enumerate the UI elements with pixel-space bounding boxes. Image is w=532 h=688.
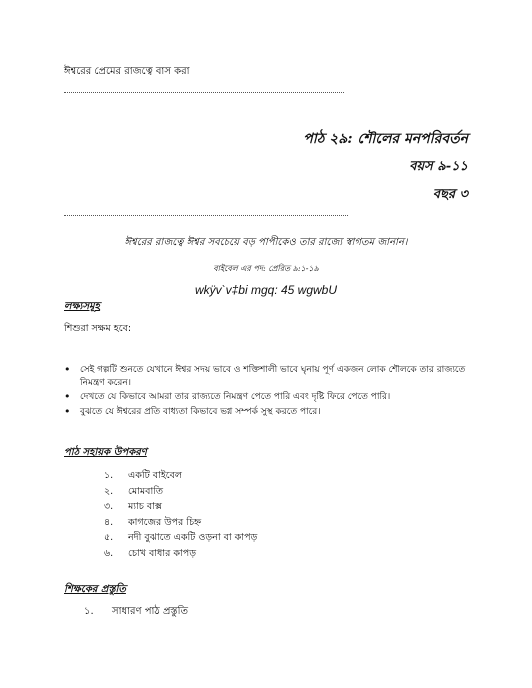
list-item [64,364,484,389]
preparation-heading: শিক্ষকের প্রস্তুতি [64,584,126,595]
item-number: ৬. [104,547,114,559]
lesson-duration-text: wkÿv`v‡bi mgq: 45 wgwbU [194,283,338,297]
preparation-list [84,604,188,621]
lesson-year: বছর ৩ [432,187,468,202]
list-item [84,606,188,617]
objective-text: দেখতে যে কিভাবে আমরা তার রাজ্যতে নিমন্ত্রণ পেতে পারি এবং দৃষ্টি ফিরে পেতে পারি। [80,392,391,402]
list-item [104,484,257,500]
material-text: একটি বাইবেল [128,470,182,481]
list-item [104,499,257,515]
item-number: ২. [104,485,114,497]
lesson-age: বয়স ৯-১১ [409,159,468,174]
list-item [64,406,484,419]
material-text: চোখ বাধার কাপড় [128,547,196,559]
objective-text: বুঝতে যে ঈশ্বরের প্রতি বাধ্যতা কিভাবে ভগ্ন সম্পর্ক সুস্থ করতে পারে। [80,406,321,417]
bible-verse-label: বাইবেল এর পদ: প্রেরিত ৯:১-১৯ [213,264,319,273]
dotted-divider-top [64,92,344,93]
material-text: কাগজের উপর চিহ্ন [128,516,202,528]
item-number: ১. [104,470,114,481]
list-item [64,391,484,404]
materials-list [104,468,257,562]
bullet-icon: • [64,404,71,418]
item-number: ৩. [104,501,114,513]
material-text: নদী বুঝাতে একটি ওড়না বা কাপড় [128,532,258,544]
materials-heading: পাঠ সহায়ক উপকরণ [64,447,147,458]
bullet-icon: • [64,363,71,376]
item-number: ১. [84,606,94,617]
item-number: ৫. [104,532,114,544]
material-text: ম্যাচ বাক্স [128,501,162,513]
objectives-intro: শিশুরা সক্ষম হবে: [64,323,132,334]
objectives-list [64,364,484,420]
list-item [104,546,257,562]
preparation-text: সাধারণ পাঠ প্রস্তুতি [112,606,188,617]
document-header-title: ঈশ্বরের প্রেমের রাজত্বে বাস করা [64,66,190,77]
material-text: মোমবাতি [128,485,164,497]
list-item [104,530,257,546]
bullet-icon: • [64,390,71,403]
item-number: ৪. [104,516,114,528]
dotted-divider-middle [64,215,348,216]
objectives-heading: লক্ষ্যসমূহ [64,301,100,312]
list-item [104,468,257,484]
lesson-tagline: ঈশ্বরের রাজত্বে ঈশ্বর সবচেয়ে বড় পাপীকেও তার রাজ্যে স্বাগতম জানান। [124,237,408,248]
list-item [104,515,257,531]
objective-text: সেই গল্পটি শুনতে যেখানে ঈশ্বর সদয় ভাবে ও শক্তিশালী ভাবে ঘৃনায় পূর্ণ একজন লোক শৌলকে তার রাজ্যতে নিমন্ত্রণ করেন। [80,365,466,388]
lesson-title: পাঠ ২৯: শৌলের মনপরিবর্তন [303,131,468,147]
